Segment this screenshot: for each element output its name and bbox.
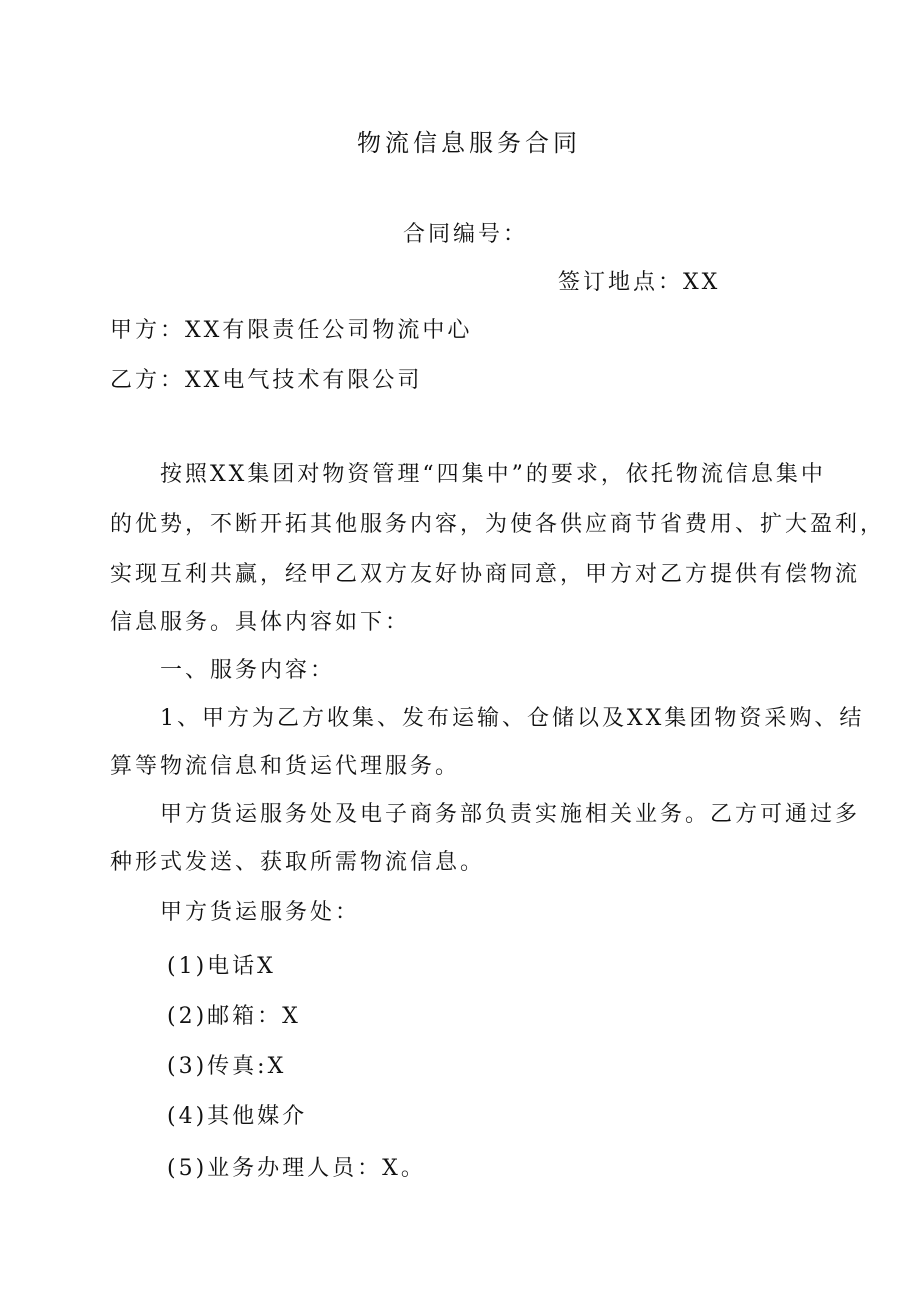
freight-office-label: 甲方货运服务处： [160,900,361,925]
contact-staff: (5)业务办理人员：X。 [167,1156,426,1181]
intro-line-4: 信息服务。具体内容如下： [110,610,411,635]
intro-line-1: 按照XX集团对物资管理“四集中”的要求，依托物流信息集中 [160,462,826,487]
item-one-line-2: 算等物流信息和货运代理服务。 [110,754,461,779]
section-one-heading: 一、服务内容： [160,658,336,683]
intro-line-2: 的优势，不断开拓其他服务内容，为使各供应商节省费用、扩大盈利， [110,512,886,537]
departments-line-2: 种形式发送、获取所需物流信息。 [110,850,486,875]
contract-number-label: 合同编号： [403,222,529,247]
contact-other-media: (4)其他媒介 [167,1104,308,1129]
departments-line-1: 甲方货运服务处及电子商务部负责实施相关业务。乙方可通过多 [160,802,861,827]
item-one-line-1: 1、甲方为乙方收集、发布运输、仓储以及XX集团物资采购、结 [160,706,865,731]
document-title: 物流信息服务合同 [357,129,581,157]
intro-line-3: 实现互利共赢，经甲乙双方友好协商同意，甲方对乙方提供有偿物流 [110,562,861,587]
contact-fax: (3)传真:X [167,1054,287,1079]
party-a: 甲方：XX有限责任公司物流中心 [110,318,473,343]
contact-email: (2)邮箱：X [167,1004,301,1029]
contact-phone: (1)电话X [167,954,276,979]
party-b: 乙方：XX电气技术有限公司 [110,368,423,393]
signing-place: 签订地点：XX [558,270,721,295]
